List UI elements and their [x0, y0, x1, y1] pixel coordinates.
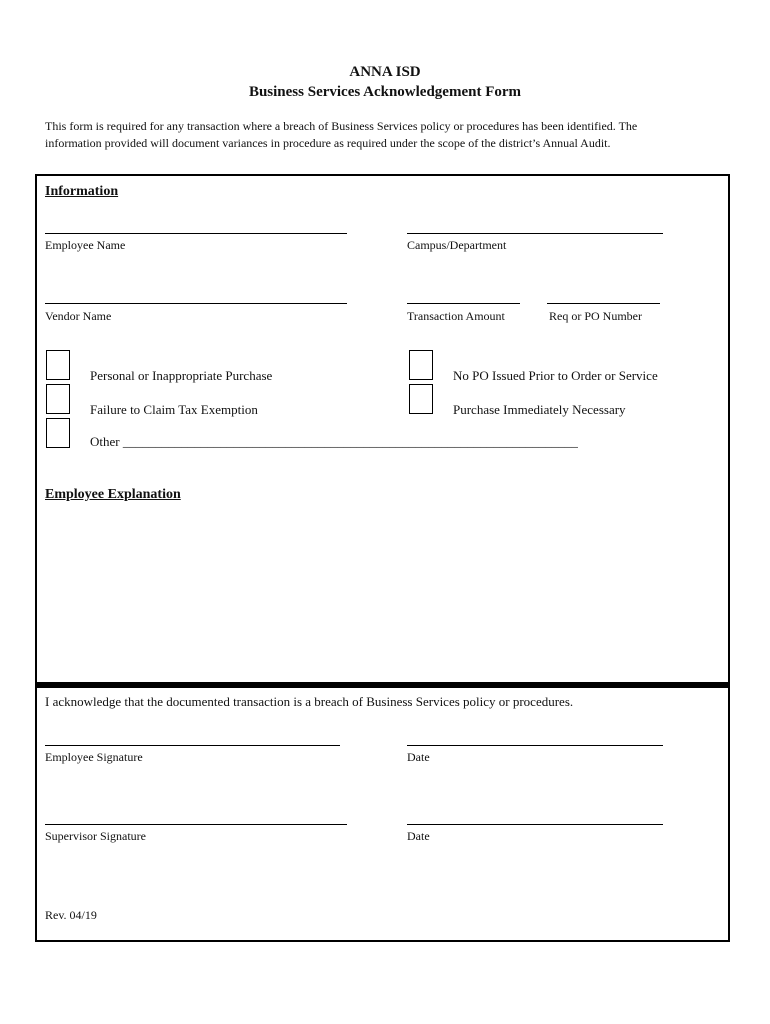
revision-label: Rev. 04/19: [45, 908, 97, 922]
intro-line-2: information provided will document variances in procedure as required under the scope of the district’s Annual Audit.: [45, 136, 611, 150]
vendor-name-label: Vendor Name: [45, 309, 112, 323]
information-heading: Information: [45, 184, 119, 199]
other-label: Other ______________________________________________________________________: [90, 434, 578, 449]
other-checkbox[interactable]: [46, 418, 70, 448]
acknowledgement-statement: I acknowledge that the documented transaction is a breach of Business Services policy or procedures.: [45, 694, 574, 709]
vendor-name-field[interactable]: [45, 303, 347, 304]
tax-exemption-checkbox[interactable]: [46, 384, 70, 414]
immediately-necessary-checkbox[interactable]: [409, 384, 433, 414]
tax-exemption-label: Failure to Claim Tax Exemption: [90, 402, 258, 417]
employee-explanation-area[interactable]: [45, 510, 720, 675]
employee-date-field[interactable]: [407, 745, 663, 746]
employee-date-label: Date: [407, 750, 430, 764]
employee-name-label: Employee Name: [45, 238, 126, 252]
intro-text: [45, 118, 705, 152]
employee-name-field[interactable]: [45, 233, 347, 234]
immediately-necessary-label: Purchase Immediately Necessary: [453, 402, 626, 417]
personal-purchase-checkbox[interactable]: [46, 350, 70, 380]
section-divider: [35, 682, 730, 688]
req-po-number-label: Req or PO Number: [549, 309, 642, 323]
supervisor-signature-label: Supervisor Signature: [45, 829, 146, 843]
form-title: Business Services Acknowledgement Form: [248, 84, 522, 100]
supervisor-date-label: Date: [407, 829, 430, 843]
employee-explanation-heading: Employee Explanation: [45, 487, 181, 502]
req-po-number-field[interactable]: [547, 303, 660, 304]
transaction-amount-label: Transaction Amount: [407, 309, 505, 323]
campus-department-label: Campus/Department: [407, 238, 507, 252]
no-po-checkbox[interactable]: [409, 350, 433, 380]
supervisor-signature-field[interactable]: [45, 824, 347, 825]
employee-signature-field[interactable]: [45, 745, 340, 746]
personal-purchase-label: Personal or Inappropriate Purchase: [90, 368, 273, 383]
intro-line-1: This form is required for any transaction where a breach of Business Services policy or procedures has been identified. The: [45, 119, 638, 133]
supervisor-date-field[interactable]: [407, 824, 663, 825]
org-name: ANNA ISD: [349, 64, 421, 80]
employee-signature-label: Employee Signature: [45, 750, 143, 764]
no-po-label: No PO Issued Prior to Order or Service: [453, 368, 658, 383]
campus-department-field[interactable]: [407, 233, 663, 234]
transaction-amount-field[interactable]: [407, 303, 520, 304]
